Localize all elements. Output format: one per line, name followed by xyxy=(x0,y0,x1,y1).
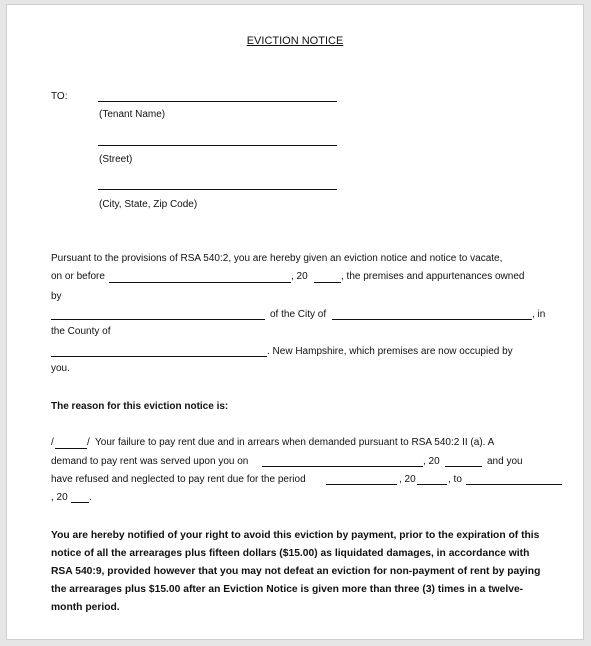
body-line-6: . New Hampshire, which premises are now occupied by xyxy=(267,346,513,357)
county-line[interactable] xyxy=(51,356,267,357)
tenant-name-caption: (Tenant Name) xyxy=(99,109,166,120)
city-line[interactable] xyxy=(332,319,532,320)
reason-line-4-end: . xyxy=(89,492,92,503)
reason-line-3-year: , 20 xyxy=(399,474,416,485)
reason-line-2-end: and you xyxy=(487,456,523,467)
to-label: TO: xyxy=(51,91,68,102)
document-title: EVICTION NOTICE xyxy=(246,35,344,47)
body-line-3: by xyxy=(51,291,62,302)
reason-line-3-start: have refused and neglected to pay rent due for the period xyxy=(51,474,306,485)
vacate-year-line[interactable] xyxy=(314,282,341,283)
document-page xyxy=(6,4,584,640)
demand-year-line[interactable] xyxy=(445,466,482,467)
reason-line-1: Your failure to pay rent due and in arrears when demanded pursuant to RSA 540:2 II (a). A xyxy=(95,437,495,448)
demand-date-line[interactable] xyxy=(262,466,423,467)
reason-checkbox-line[interactable] xyxy=(55,448,87,449)
notice-paragraph: You are hereby notified of your right to avoid this eviction by payment, prior to the expiration of this notice of all the arrearages plus fifteen dollars ($15.00) as liquidated damages, in accordance with RSA 540:9, provided however that you may not defeat an eviction for non-payment of rent by paying the arrearages plus $15.00 after an Eviction Notice is given more than three (3) times in a twelve-month period. xyxy=(51,530,541,613)
owner-name-line[interactable] xyxy=(51,319,265,320)
body-line-7: you. xyxy=(51,363,70,374)
body-line-1: Pursuant to the provisions of RSA 540:2, you are hereby given an eviction notice and notice to vacate, xyxy=(51,253,503,264)
reason-slash-close: / xyxy=(87,437,90,448)
body-line-2-year: , 20 xyxy=(291,271,308,282)
body-line-4-city: of the City of xyxy=(270,309,327,320)
street-line[interactable] xyxy=(98,145,337,146)
period-end-year-line[interactable] xyxy=(71,502,89,503)
body-line-2-start: on or before xyxy=(51,271,105,282)
body-line-5: the County of xyxy=(51,326,111,337)
period-start-line[interactable] xyxy=(326,484,397,485)
reason-line-2-start: demand to pay rent was served upon you on xyxy=(51,456,249,467)
reason-line-2-year: , 20 xyxy=(423,456,440,467)
vacate-date-line[interactable] xyxy=(109,282,291,283)
reason-line-4-year: , 20 xyxy=(51,492,68,503)
period-end-line[interactable] xyxy=(466,484,562,485)
city-state-zip-caption: (City, State, Zip Code) xyxy=(99,199,198,210)
body-line-2-end: , the premises and appurtenances owned xyxy=(341,271,525,282)
tenant-name-line[interactable] xyxy=(98,101,337,102)
reason-heading: The reason for this eviction notice is: xyxy=(51,401,229,412)
period-start-year-line[interactable] xyxy=(417,484,447,485)
body-line-4-end: , in xyxy=(532,309,546,320)
reason-slash-open: / xyxy=(51,437,54,448)
city-state-zip-line[interactable] xyxy=(98,189,337,190)
reason-line-3-to: , to xyxy=(448,474,462,485)
street-caption: (Street) xyxy=(99,154,133,165)
